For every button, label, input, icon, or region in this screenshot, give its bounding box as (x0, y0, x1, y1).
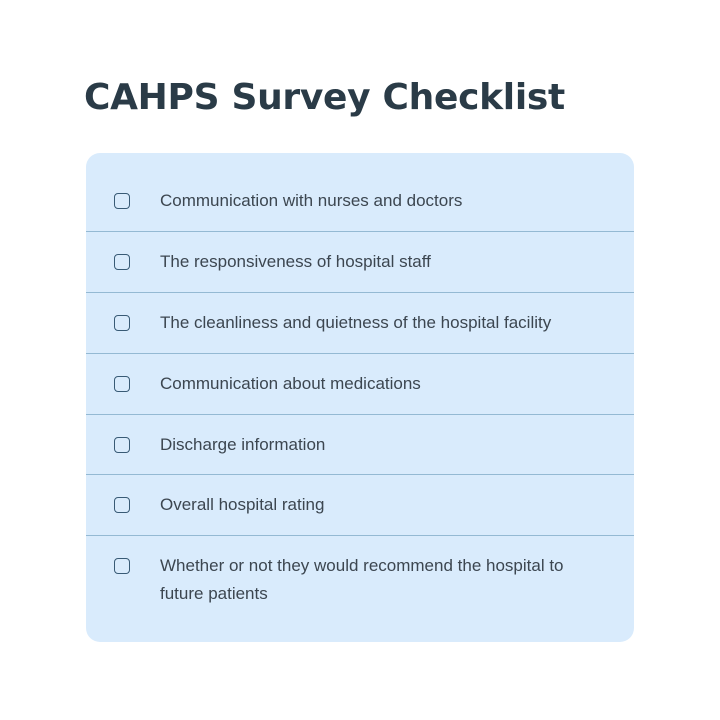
checkbox[interactable] (114, 254, 130, 270)
checkbox[interactable] (114, 315, 130, 331)
checklist-item (86, 415, 634, 475)
checkbox[interactable] (114, 497, 130, 513)
checklist-item (86, 232, 634, 293)
checklist-item (86, 475, 634, 536)
checklist-item (86, 536, 634, 642)
checkbox[interactable] (114, 558, 130, 574)
checklist-item-label: Communication about medications (160, 374, 421, 393)
checkbox[interactable] (114, 193, 130, 209)
checklist-item-label: Overall hospital rating (160, 495, 325, 514)
checklist-item (86, 354, 634, 415)
checklist-item-label: Discharge information (160, 435, 326, 454)
checklist-item-label: The responsiveness of hospital staff (160, 252, 431, 271)
checkbox[interactable] (114, 437, 130, 453)
checklist-item (86, 153, 634, 232)
page-title: CAHPS Survey Checklist (84, 77, 565, 118)
checkbox[interactable] (114, 376, 130, 392)
checklist-card (86, 153, 634, 642)
checklist-item-label: Communication with nurses and doctors (160, 191, 463, 210)
checklist-item-label: Whether or not they would recommend the hospital to future patients (160, 556, 564, 603)
checklist-item-label: The cleanliness and quietness of the hospital facility (160, 313, 552, 332)
checklist-item (86, 293, 634, 354)
